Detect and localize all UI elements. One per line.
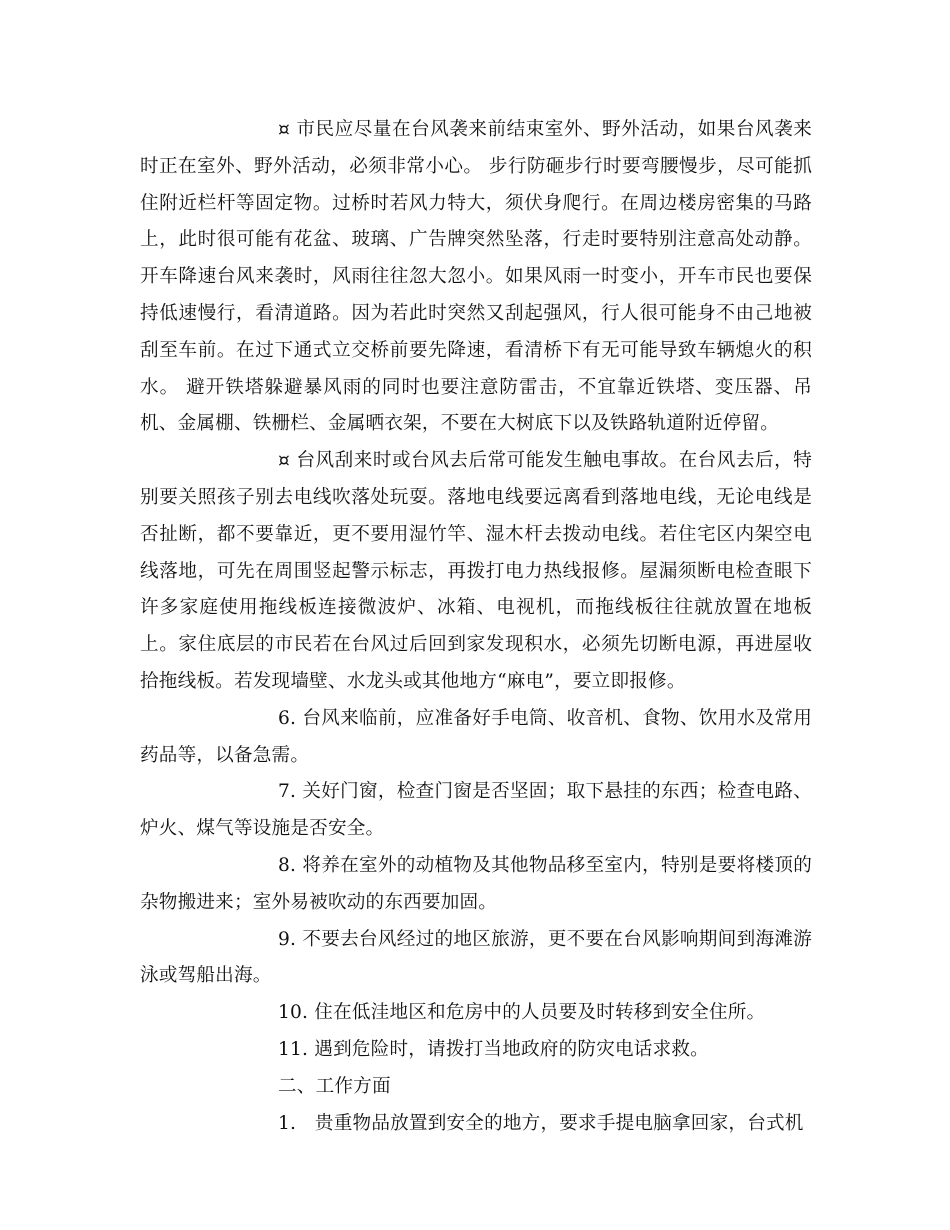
list-item-11: 11. 遇到危险时，请拨打当地政府的防灾电话求救。	[278, 1038, 709, 1060]
list-item-8: 8. 将养在室外的动植物及其他物品移至室内，特别是要将楼顶的杂物搬进来；室外易被吹动的东西要加固。	[140, 854, 812, 913]
document-body	[140, 112, 812, 1142]
work-list-item-1: 1. 贵重物品放置到安全的地方，要求手提电脑拿回家，台式机	[278, 1112, 804, 1134]
list-item-6: 6. 台风来临前，应准备好手电筒、收音机、食物、饮用水及常用药品等，以备急需。	[140, 707, 812, 766]
list-item-7: 7. 关好门窗，检查门窗是否坚固；取下悬挂的东西；检查电路、炉火、煤气等设施是否安全。	[140, 781, 812, 840]
paragraph-outdoor-safety: ¤ 市民应尽量在台风袭来前结束室外、野外活动，如果台风袭来时正在室外、野外活动，必须非常小心。 步行防砸步行时要弯腰慢步，尽可能抓住附近栏杆等固定物。过桥时若风力特大，须伏身爬行。在周边楼房密集的马路上，此时很可能有花盆、玻璃、广告牌突然坠落，行走时要特别注意高处动静。 开车降速台风来袭时，风雨往往忽大忽小。如果风雨一时变小，开车市民也要保持低速慢行，看清道路。因为若此时突然又刮起强风，行人很可能身不由己地被刮至车前。在过下通式立交桥前要先降速，看清桥下有无可能导致车辆熄火的积水。 避开铁塔躲避暴风雨的同时也要注意防雷击，不宜靠近铁塔、变压器、吊机、金属棚、铁栅栏、金属晒衣架，不要在大树底下以及铁路轨道附近停留。	[140, 119, 812, 435]
section-heading-work: 二、工作方面	[278, 1075, 391, 1097]
list-item-9: 9. 不要去台风经过的地区旅游，更不要在台风影响期间到海滩游泳或驾船出海。	[140, 928, 812, 987]
paragraph-electric-safety: ¤ 台风刮来时或台风去后常可能发生触电事故。在台风去后，特别要关照孩子别去电线吹落处玩耍。落地电线要远离看到落地电线，无论电线是否扯断，都不要靠近，更不要用湿竹竿、湿木杆去拨动电线。若住宅区内架空电线落地，可先在周围竖起警示标志，再拨打电力热线报修。屋漏须断电检查眼下许多家庭使用拖线板连接微波炉、冰箱、电视机，而拖线板往往就放置在地板上。家住底层的市民若在台风过后回到家发现积水，必须先切断电源，再进屋收拾拖线板。若发现墙壁、水龙头或其他地方“麻电”，要立即报修。	[140, 450, 812, 692]
list-item-10: 10. 住在低洼地区和危房中的人员要及时转移到安全住所。	[278, 1002, 766, 1024]
